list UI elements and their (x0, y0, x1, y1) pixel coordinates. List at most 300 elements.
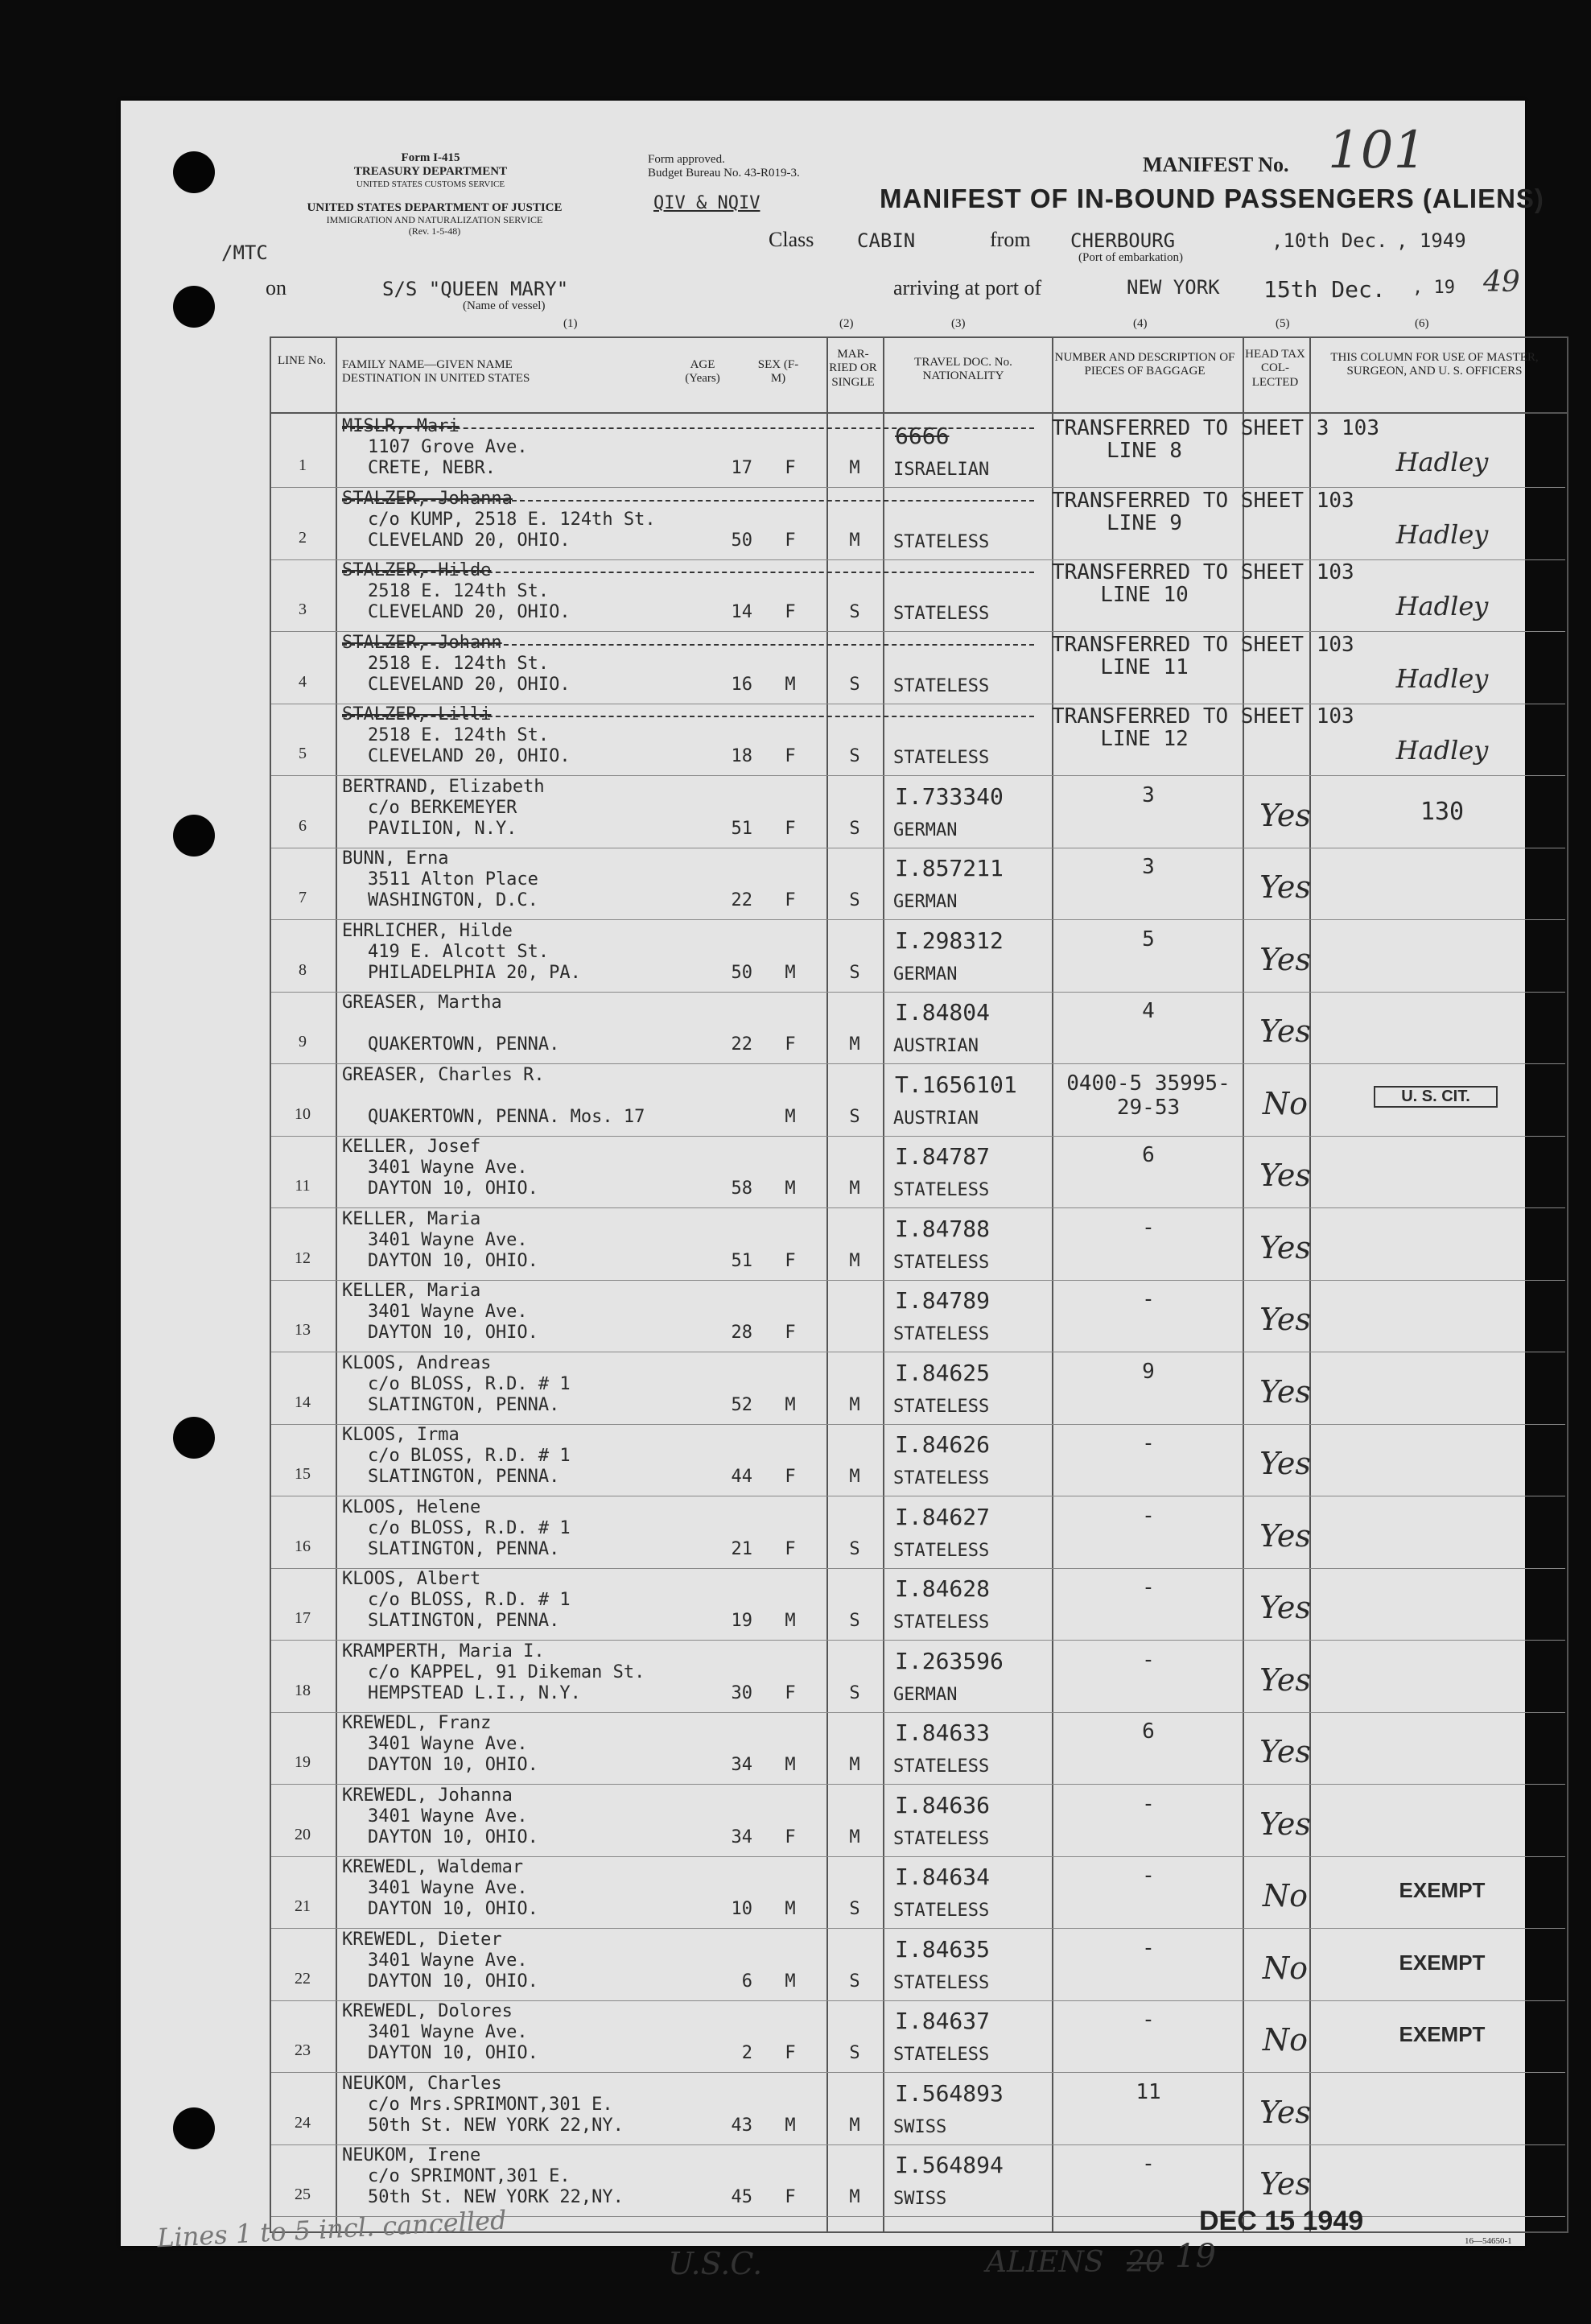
head-tax: Yes (1259, 1302, 1311, 1337)
sex-value: F (785, 458, 796, 478)
head-tax: Yes (1259, 1518, 1311, 1554)
marital-status: M (849, 1251, 860, 1271)
passenger-name: EHRLICHER, Hilde (342, 921, 513, 941)
passenger-name: BERTRAND, Elizabeth (342, 777, 545, 797)
line-number: 7 (299, 889, 307, 906)
sex-value: F (785, 890, 796, 910)
line-number: 21 (295, 1897, 311, 1915)
class-value: CABIN (857, 229, 916, 252)
sex-value: F (785, 602, 796, 622)
travel-doc-number: I.564893 (895, 2080, 1004, 2107)
customs-service: UNITED STATES CUSTOMS SERVICE (356, 179, 505, 189)
marital-status: S (849, 1683, 860, 1703)
nationality: SWISS (893, 2117, 947, 2137)
officer-note: 130 (1420, 798, 1465, 826)
nationality: STATELESS (893, 1541, 990, 1561)
strike-line (342, 644, 1034, 646)
on-label: on (266, 276, 286, 299)
officer-note: Hadley (1395, 519, 1489, 550)
form-number: Form I-415 (401, 151, 460, 164)
col-header-headtax: HEAD TAX COL-LECTED (1245, 348, 1305, 389)
age-value: 21 (731, 1539, 752, 1559)
baggage-info: - (1142, 1216, 1155, 1240)
age-value: 58 (731, 1179, 752, 1199)
destination-city: DAYTON 10, OHIO. (368, 1827, 538, 1847)
head-tax: Yes (1259, 1230, 1311, 1265)
destination-city: DAYTON 10, OHIO. (368, 1899, 538, 1919)
strike-line (342, 716, 1034, 717)
sex-value: M (785, 1395, 796, 1415)
passenger-name: NEUKOM, Charles (342, 2074, 502, 2094)
punch-hole (173, 2107, 215, 2149)
destination-city: DAYTON 10, OHIO. (368, 1971, 538, 1992)
address-line: 3401 Wayne Ave. (368, 1950, 528, 1971)
head-tax: No (1262, 1950, 1309, 1986)
table-row (271, 559, 1565, 632)
age-value: 51 (731, 1251, 752, 1271)
marital-status: S (849, 1899, 860, 1919)
baggage-info: 5 (1142, 927, 1155, 951)
table-row (271, 775, 1565, 848)
strike-line (342, 500, 1034, 502)
line-number: 16 (295, 1538, 311, 1555)
table-row (271, 2072, 1565, 2145)
sex-value: M (785, 1179, 796, 1199)
passenger-name: KELLER, Josef (342, 1137, 481, 1157)
passenger-name: KRAMPERTH, Maria I. (342, 1641, 545, 1661)
address-line: 3401 Wayne Ave. (368, 2022, 528, 2042)
table-row (271, 1496, 1565, 1569)
baggage-info: TRANSFERRED TO SHEET 3 103 (1052, 416, 1379, 440)
head-tax: Yes (1259, 1446, 1311, 1481)
destination-city: WASHINGTON, D.C. (368, 890, 538, 910)
destination-city: PAVILION, N.Y. (368, 819, 517, 839)
marital-status: M (849, 1755, 860, 1775)
destination-city: PHILADELPHIA 20, PA. (368, 963, 581, 983)
sex-value: M (785, 1107, 796, 1127)
address-line: c/o BLOSS, R.D. # 1 (368, 1518, 571, 1538)
marital-status: M (849, 1467, 860, 1487)
budget-bureau: Budget Bureau No. 43-R019-3. (648, 167, 800, 180)
age-value: 44 (731, 1467, 752, 1487)
baggage-info: 6 (1142, 1719, 1155, 1744)
treasury-dept: TREASURY DEPARTMENT (353, 165, 508, 179)
date-stamp: DEC 15 1949 (1199, 2206, 1364, 2236)
form-approved: Form approved. (648, 153, 725, 166)
table-row (271, 1279, 1565, 1352)
baggage-line: LINE 12 (1100, 727, 1189, 751)
travel-doc-number: I.84788 (895, 1216, 991, 1242)
col-header-age: AGE (Years) (685, 358, 720, 386)
col-header-sex: SEX (F-M) (757, 358, 799, 386)
passenger-name: KLOOS, Helene (342, 1497, 481, 1517)
punch-hole (173, 815, 215, 857)
address-line: c/o Mrs.SPRIMONT,301 E. (368, 2095, 613, 2115)
travel-doc-number: I.84635 (895, 1936, 991, 1963)
line-number: 24 (295, 2114, 311, 2132)
marital-status: S (849, 1107, 860, 1127)
marital-status: M (849, 1034, 860, 1055)
passenger-name: KELLER, Maria (342, 1281, 481, 1301)
sex-value: M (785, 1611, 796, 1631)
sex-value: F (785, 1683, 796, 1703)
strike-line (342, 427, 1034, 429)
baggage-info: - (1142, 1936, 1155, 1960)
nationality: STATELESS (893, 1829, 990, 1849)
age-value: 22 (731, 1034, 752, 1055)
nationality: ISRAELIAN (893, 460, 990, 480)
address-line: 3401 Wayne Ave. (368, 1734, 528, 1754)
baggage-info: 4 (1142, 999, 1155, 1023)
age-value: 10 (731, 1899, 752, 1919)
baggage-info: TRANSFERRED TO SHEET 103 (1052, 489, 1354, 513)
form-header-left (318, 151, 543, 189)
age-value: 6 (741, 1971, 752, 1992)
head-tax: Yes (1259, 1734, 1311, 1769)
head-tax: Yes (1259, 2166, 1311, 2202)
mtc-code: /MTC (221, 241, 268, 264)
page-title: MANIFEST OF IN-BOUND PASSENGERS (ALIENS) (880, 184, 1544, 213)
marital-status: S (849, 890, 860, 910)
table-row (271, 1207, 1565, 1281)
sex-value: M (785, 963, 796, 983)
address-line: c/o BERKEMEYER (368, 798, 517, 818)
table-row (271, 847, 1565, 920)
line-number: 4 (299, 673, 307, 691)
nationality: STATELESS (893, 748, 990, 768)
passenger-name: KLOOS, Andreas (342, 1353, 492, 1373)
col-header-officers: THIS COLUMN FOR USE OF MASTER, SURGEON, AND U. S. OFFICERS (1330, 351, 1539, 378)
destination-city: DAYTON 10, OHIO. (368, 1755, 538, 1775)
passenger-name: BUNN, Erna (342, 848, 449, 869)
table-row (271, 1711, 1565, 1785)
baggage-info: - (1142, 1287, 1155, 1311)
baggage-info: 9 (1142, 1360, 1155, 1384)
col-header-married: MAR-RIED OR SINGLE (829, 348, 877, 389)
manifest-number: 101 (1328, 121, 1427, 180)
sex-value: M (785, 1755, 796, 1775)
arriving-port: NEW YORK (1127, 276, 1220, 299)
punch-hole (173, 286, 215, 328)
nationality: STATELESS (893, 1180, 990, 1200)
passenger-name: NEUKOM, Irene (342, 2145, 481, 2165)
marital-status: M (849, 1395, 860, 1415)
destination-city: CLEVELAND 20, OHIO. (368, 602, 571, 622)
line-number: 10 (295, 1105, 311, 1123)
nationality: STATELESS (893, 1468, 990, 1488)
col-header-line: LINE No. (278, 354, 326, 367)
port-embark-caption: (Port of embarkation) (1078, 251, 1183, 264)
usc-tally: U.S.C. (668, 2246, 763, 2281)
baggage-info: - (1142, 1575, 1155, 1600)
nationality: STATELESS (893, 1901, 990, 1921)
destination-city: SLATINGTON, PENNA. (368, 1539, 560, 1559)
passenger-name: KREWEDL, Franz (342, 1713, 492, 1733)
baggage-info: - (1142, 1792, 1155, 1816)
baggage-line: LINE 11 (1100, 655, 1189, 679)
passenger-name: KREWEDL, Dieter (342, 1930, 502, 1950)
baggage-info: - (1142, 2008, 1155, 2032)
head-tax: Yes (1259, 869, 1311, 905)
address-line: 3401 Wayne Ave. (368, 1158, 528, 1178)
destination-city: DAYTON 10, OHIO. (368, 1179, 538, 1199)
age-value: 34 (731, 1827, 752, 1847)
marital-status: M (849, 530, 860, 551)
passenger-name: KREWEDL, Dolores (342, 2001, 513, 2021)
baggage-info: - (1142, 2152, 1155, 2176)
sex-value: F (785, 1467, 796, 1487)
sex-value: F (785, 1323, 796, 1343)
address-line: c/o SPRIMONT,301 E. (368, 2166, 571, 2186)
age-value: 2 (741, 2043, 752, 2063)
arriving-date: 15th Dec. (1263, 276, 1386, 303)
table-row (271, 1352, 1565, 1425)
address-line: c/o KUMP, 2518 E. 124th St. (368, 510, 656, 530)
marital-status: M (849, 1827, 860, 1847)
marital-status: S (849, 1611, 860, 1631)
line-number: 3 (299, 601, 307, 618)
travel-doc-number: I.84634 (895, 1864, 991, 1890)
aliens-count-struck: 20 (1127, 2246, 1164, 2279)
nationality: STATELESS (893, 676, 990, 696)
travel-doc-number: 6666 (895, 423, 950, 449)
travel-doc-number: I.84627 (895, 1504, 991, 1530)
line-number: 19 (295, 1753, 311, 1771)
sex-value: M (785, 675, 796, 695)
officer-note: EXEMPT (1399, 2022, 1486, 2046)
passenger-name: STALZER, Hilde (342, 560, 492, 580)
table-row (271, 1063, 1565, 1137)
col-num-2: (2) (839, 317, 854, 330)
travel-doc-number: I.84789 (895, 1287, 991, 1314)
address-line: c/o BLOSS, R.D. # 1 (368, 1590, 571, 1610)
table-row (271, 1423, 1565, 1496)
travel-doc-number: I.733340 (895, 783, 1004, 810)
destination-city: 50th St. NEW YORK 22,NY. (368, 2187, 624, 2207)
line-number: 17 (295, 1609, 311, 1627)
travel-doc-number: I.84625 (895, 1360, 991, 1386)
ins-service: IMMIGRATION AND NATURALIZATION SERVICE (326, 214, 543, 226)
marital-status: M (849, 2116, 860, 2136)
nationality: STATELESS (893, 532, 990, 552)
address-line: 2518 E. 124th St. (368, 581, 550, 601)
nationality: AUSTRIAN (893, 1036, 979, 1056)
passenger-name: KLOOS, Irma (342, 1425, 460, 1445)
sex-value: M (785, 1899, 796, 1919)
line-number: 9 (299, 1033, 307, 1051)
line-number: 13 (295, 1321, 311, 1339)
destination-city: DAYTON 10, OHIO. (368, 1323, 538, 1343)
passenger-name: KREWEDL, Waldemar (342, 1857, 524, 1877)
passenger-name: STALZER, Lilli (342, 704, 492, 724)
head-tax: Yes (1259, 1662, 1311, 1698)
address-line: 3401 Wayne Ave. (368, 1806, 528, 1827)
sex-value: F (785, 530, 796, 551)
table-row (271, 703, 1565, 776)
nationality: SWISS (893, 2189, 947, 2209)
vessel-name: S/S "QUEEN MARY" (382, 278, 569, 300)
col-num-1: (1) (563, 317, 578, 330)
baggage-info: 3 (1142, 783, 1155, 807)
travel-doc-number: T.1656101 (895, 1071, 1017, 1098)
marital-status: S (849, 1971, 860, 1992)
table-row (271, 991, 1565, 1064)
qiv-label: QIV & NQIV (653, 193, 760, 213)
marital-status: M (849, 1179, 860, 1199)
age-value: 30 (731, 1683, 752, 1703)
address-line: 419 E. Alcott St. (368, 942, 550, 962)
age-value: 45 (731, 2187, 752, 2207)
destination-city: CLEVELAND 20, OHIO. (368, 675, 571, 695)
from-year: , 1949 (1396, 229, 1466, 252)
table-row (271, 1855, 1565, 1929)
nationality: STATELESS (893, 1397, 990, 1417)
line-number: 15 (295, 1465, 311, 1483)
address-line: c/o KAPPEL, 91 Dikeman St. (368, 1662, 645, 1682)
officer-note: Hadley (1395, 735, 1489, 766)
destination-city: CRETE, NEBR. (368, 458, 496, 478)
nationality: GERMAN (893, 892, 958, 912)
baggage-line: LINE 9 (1107, 511, 1182, 535)
punch-hole (173, 1417, 215, 1459)
head-tax: Yes (1259, 942, 1311, 977)
passenger-name: STALZER, Johanna (342, 489, 513, 509)
punch-hole (173, 151, 215, 193)
baggage-info: TRANSFERRED TO SHEET 103 (1052, 560, 1354, 584)
nationality: STATELESS (893, 1756, 990, 1777)
marital-status: S (849, 746, 860, 766)
baggage-info: TRANSFERRED TO SHEET 103 (1052, 704, 1354, 729)
form-code: 16—54650-1 (1465, 2236, 1512, 2246)
age-value: 14 (731, 602, 752, 622)
col-num-4: (4) (1133, 317, 1148, 330)
sex-value: F (785, 2043, 796, 2063)
officer-note: Hadley (1395, 591, 1489, 621)
table-row (271, 415, 1565, 488)
line-number: 14 (295, 1393, 311, 1411)
head-tax: No (1262, 1086, 1309, 1121)
age-value: 50 (731, 963, 752, 983)
passenger-name: GREASER, Charles R. (342, 1065, 545, 1085)
destination-city: DAYTON 10, OHIO. (368, 1251, 538, 1271)
destination-city: DAYTON 10, OHIO. (368, 2043, 538, 2063)
baggage-line: LINE 10 (1100, 583, 1189, 607)
marital-status: S (849, 963, 860, 983)
head-tax: Yes (1259, 1158, 1311, 1193)
nationality: STATELESS (893, 2045, 990, 2065)
table-row (271, 487, 1565, 560)
nationality: STATELESS (893, 604, 990, 624)
age-value: 43 (731, 2116, 752, 2136)
nationality: GERMAN (893, 1685, 958, 1705)
age-value: 51 (731, 819, 752, 839)
head-tax: Yes (1259, 798, 1311, 833)
officer-note: EXEMPT (1399, 1878, 1486, 1902)
from-date: ,10th Dec. (1272, 229, 1388, 252)
sex-value: M (785, 2116, 796, 2136)
line-number: 23 (295, 2041, 311, 2059)
destination-city: 50th St. NEW YORK 22,NY. (368, 2116, 624, 2136)
sex-value: F (785, 819, 796, 839)
table-row (271, 1567, 1565, 1641)
travel-doc-number: I.84636 (895, 1792, 991, 1818)
marital-status: S (849, 2043, 860, 2063)
line-number: 8 (299, 961, 307, 979)
from-label: from (990, 228, 1031, 251)
arriving-label: arriving at port of (893, 276, 1042, 299)
address-line: 3401 Wayne Ave. (368, 1878, 528, 1898)
head-tax: No (1262, 1878, 1309, 1913)
table-row (271, 1135, 1565, 1208)
travel-doc-number: I.84633 (895, 1719, 991, 1746)
col-num-6: (6) (1415, 317, 1429, 330)
revision: (Rev. 1-5-48) (408, 225, 461, 237)
line-number: 5 (299, 745, 307, 762)
passenger-name: KELLER, Maria (342, 1209, 481, 1229)
age-value: 34 (731, 1755, 752, 1775)
marital-status: S (849, 602, 860, 622)
address-line: 2518 E. 124th St. (368, 725, 550, 745)
destination-city: SLATINGTON, PENNA. (368, 1467, 560, 1487)
table-row (271, 1928, 1565, 2001)
baggage-info: - (1142, 1431, 1155, 1455)
col-num-5: (5) (1276, 317, 1290, 330)
officer-note: Hadley (1395, 447, 1489, 477)
officer-note: Hadley (1395, 663, 1489, 694)
nationality: AUSTRIAN (893, 1108, 979, 1129)
officer-note: U. S. CIT. (1374, 1086, 1498, 1108)
form-approved-block (648, 153, 800, 181)
line-number: 22 (295, 1970, 311, 1988)
travel-doc-number: I.84787 (895, 1143, 991, 1170)
nationality: GERMAN (893, 820, 958, 840)
aliens-tally: ALIENS (986, 2246, 1104, 2279)
destination-city: SLATINGTON, PENNA. (368, 1611, 560, 1631)
travel-doc-number: I.263596 (895, 1648, 1004, 1674)
sex-value: F (785, 1827, 796, 1847)
marital-status: M (849, 458, 860, 478)
address-line: 1107 Grove Ave. (368, 437, 528, 457)
justice-dept: UNITED STATES DEPARTMENT OF JUSTICE (307, 201, 563, 214)
marital-status: S (849, 1539, 860, 1559)
nationality: STATELESS (893, 1324, 990, 1344)
destination-city: HEMPSTEAD L.I., N.Y. (368, 1683, 581, 1703)
from-port: CHERBOURG (1070, 229, 1176, 252)
line-number: 20 (295, 1826, 311, 1843)
destination-city: QUAKERTOWN, PENNA. (368, 1034, 560, 1055)
address-line: 3401 Wayne Ave. (368, 1302, 528, 1322)
table-row (271, 1640, 1565, 1713)
line-number: 2 (299, 529, 307, 547)
nationality: GERMAN (893, 964, 958, 985)
baggage-info: 11 (1136, 2080, 1161, 2104)
baggage-info: - (1142, 1504, 1155, 1528)
marital-status: S (849, 675, 860, 695)
address-line: c/o BLOSS, R.D. # 1 (368, 1446, 571, 1466)
sex-value: F (785, 2187, 796, 2207)
travel-doc-number: I.564894 (895, 2152, 1004, 2178)
destination-city: CLEVELAND 20, OHIO. (368, 746, 571, 766)
baggage-info: 0400-5 35995-29-53 (1066, 1071, 1230, 1120)
line-number: 11 (295, 1177, 311, 1195)
col-header-baggage: NUMBER AND DESCRIPTION OF PIECES OF BAGGAGE (1054, 351, 1235, 378)
class-label: Class (769, 228, 814, 251)
head-tax: Yes (1259, 1590, 1311, 1625)
officer-note: EXEMPT (1399, 1950, 1486, 1975)
sex-value: F (785, 1251, 796, 1271)
col-header-travel: TRAVEL DOC. No. NATIONALITY (914, 356, 1012, 383)
head-tax: Yes (1259, 1374, 1311, 1410)
